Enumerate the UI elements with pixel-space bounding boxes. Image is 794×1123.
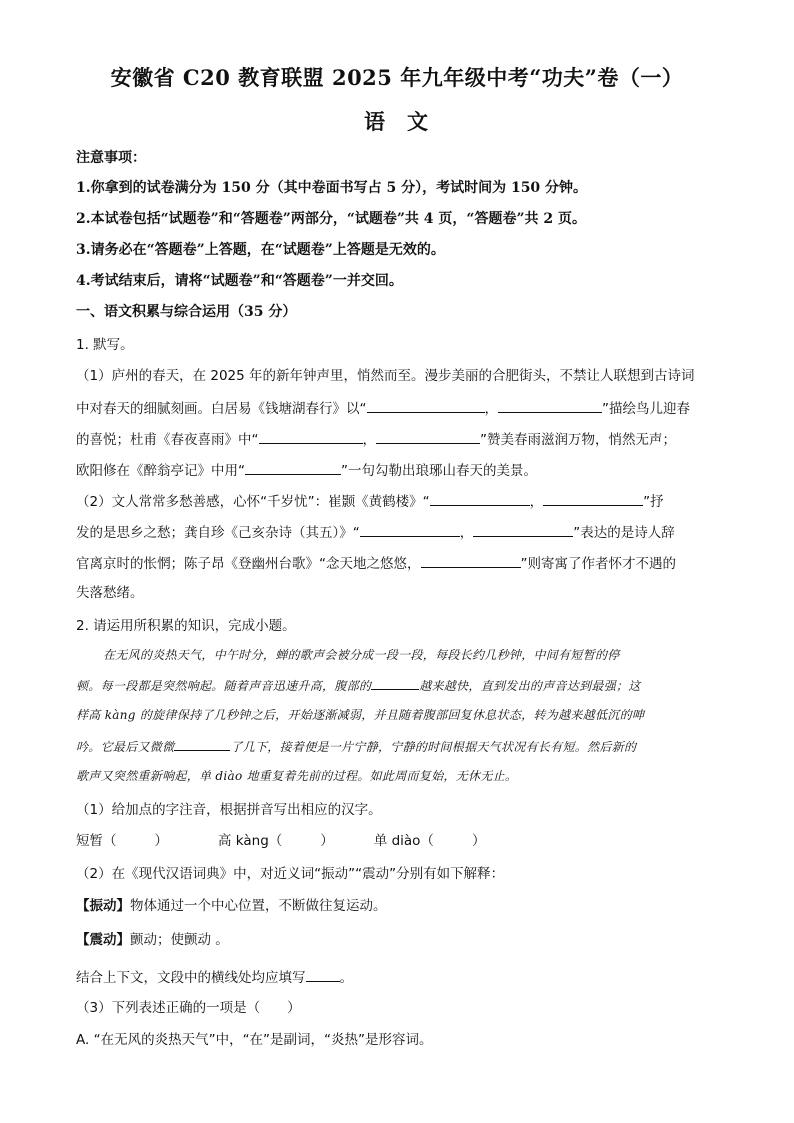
question-text	[76, 428, 676, 450]
text-segment: ”一句勾勒出琅琊山春天的美景。	[341, 463, 537, 479]
passage-line	[76, 737, 636, 756]
text-segment: ，	[529, 494, 544, 510]
question-text	[76, 966, 353, 988]
option-a: A. “在无风的炎热天气”中，“在”是副词，“炎热”是形容词。	[76, 1032, 433, 1048]
pinyin-item: 高 kàng（	[218, 833, 283, 849]
text-segment: （2）文人常常多愁善感，心怀“千岁忧”：崔颢《黄鹤楼》“	[76, 494, 430, 510]
text-segment: ”描绘鸟儿迎春	[602, 401, 690, 417]
question-text: 失落愁绪。	[76, 585, 144, 601]
text-segment: ，	[484, 401, 498, 417]
pinyin-item: 单 diào（	[373, 833, 434, 849]
text-segment: ”赞美春雨滋润万物，悄然无声；	[480, 432, 676, 448]
notice-item: 2.本试卷包括“试题卷”和“答题卷”两部分，“试题卷”共 4 页，“答题卷”共 2 页。	[76, 211, 587, 227]
answer-blank[interactable]	[376, 428, 480, 444]
text-segment: 。	[339, 970, 353, 986]
notice-heading: 注意事项：	[76, 150, 146, 166]
definition-term: 【振动】	[76, 898, 130, 914]
notice-item: 1.你拿到的试卷满分为 150 分（其中卷面书写占 5 分），考试时间为 150 分钟。	[76, 180, 588, 196]
sub-question: （2）在《现代汉语词典》中，对近义词“振动”“震动”分别有如下解释：	[76, 866, 505, 882]
answer-blank[interactable]	[306, 966, 340, 982]
answer-blank[interactable]	[360, 521, 460, 537]
passage-line	[76, 676, 641, 695]
text-segment: ，	[459, 525, 474, 541]
text-segment: 中对春天的细腻刻画。白居易《钱塘湖春行》以“	[76, 401, 367, 417]
subject-title: 语文	[364, 109, 450, 134]
answer-blank[interactable]	[371, 676, 419, 690]
text-segment: ”表达的是诗人辞	[573, 525, 675, 541]
notice-item: 3.请务必在“答题卷”上答题，在“试题卷”上答题是无效的。	[76, 242, 445, 258]
notice-item: 4.考试结束后，请将“试题卷”和“答题卷”一并交回。	[76, 273, 403, 289]
answer-blank[interactable]	[543, 490, 643, 506]
question-label: 1. 默写。	[76, 337, 134, 353]
question-text	[76, 490, 664, 512]
definition	[76, 896, 387, 916]
sub-question: （3）下列表述正确的一项是（ ）	[76, 1000, 301, 1016]
answer-blank[interactable]	[367, 397, 485, 413]
text-segment: ，	[362, 432, 376, 448]
pinyin-row	[76, 831, 485, 851]
text-segment: 顿。每一段都是突然响起。随着声音迅速升高，腹部的	[76, 679, 372, 693]
definition-text: 物体通过一个中心位置，不断做往复运动。	[130, 898, 387, 914]
text-segment: 发的是思乡之愁；龚自珍《己亥杂诗（其五）》“	[76, 525, 360, 541]
pinyin-item: ）	[320, 833, 334, 849]
pinyin-item: ）	[154, 833, 168, 849]
answer-blank[interactable]	[421, 552, 521, 568]
question-text	[76, 459, 537, 481]
answer-blank[interactable]	[259, 428, 363, 444]
text-segment: 了几下，接着便是一片宁静，宁静的时间根据天气状况有长有短。然后新的	[230, 740, 637, 754]
answer-blank[interactable]	[245, 459, 341, 475]
question-text	[76, 397, 690, 419]
text-segment: 欧阳修在《醉翁亭记》中用“	[76, 463, 245, 479]
section-heading: 一、语文积累与综合运用（35 分）	[76, 304, 297, 320]
question-text	[76, 552, 676, 574]
definition	[76, 930, 229, 950]
answer-blank[interactable]	[498, 397, 602, 413]
answer-blank[interactable]	[473, 521, 573, 537]
answer-blank[interactable]	[430, 490, 530, 506]
passage-line: 在无风的炎热天气，中午时分，蝉的歌声会被分成一段一段，每段长约几秒钟，中间有短暂的停	[103, 648, 620, 662]
answer-blank[interactable]	[174, 737, 230, 751]
pinyin-item: ）	[471, 833, 486, 849]
text-segment: 吟。它最后又微微	[76, 740, 175, 754]
text-segment: 越来越快，直到发出的声音达到最强；这	[419, 679, 641, 693]
definition-term: 【震动】	[76, 932, 130, 948]
text-segment: 结合上下文，文段中的横线处均应填写	[76, 970, 306, 986]
question-text: （1）庐州的春天，在 2025 年的新年钟声里，悄然而至。漫步美丽的合肥街头，不禁让人联想到古诗词	[76, 368, 695, 384]
passage-line: 歌声又突然重新响起，单 diào 地重复着先前的过程。如此周而复始，无休无止。	[76, 769, 518, 783]
sub-question: （1）给加点的字注音，根据拼音写出相应的汉字。	[76, 802, 382, 818]
question-label: 2. 请运用所积累的知识，完成小题。	[76, 618, 296, 634]
text-segment: ”则寄寓了作者怀才不遇的	[520, 556, 676, 572]
text-segment: ”抒	[643, 494, 664, 510]
pinyin-item: 短暂（	[76, 833, 117, 849]
definition-text: 颤动；使颤动 。	[130, 932, 229, 948]
exam-title: 安徽省 C20 教育联盟 2025 年九年级中考“功夫”卷（一）	[110, 65, 684, 90]
question-text	[76, 521, 675, 543]
passage-line: 样高 kàng 的旋律保持了几秒钟之后，开始逐渐减弱，并且随着腹部回复休息状态，转为越来越低沉的呻	[76, 708, 645, 722]
text-segment: 官离京时的怅惘；陈子昂《登幽州台歌》“念天地之悠悠，	[76, 556, 421, 572]
text-segment: 的喜悦；杜甫《春夜喜雨》中“	[76, 432, 259, 448]
